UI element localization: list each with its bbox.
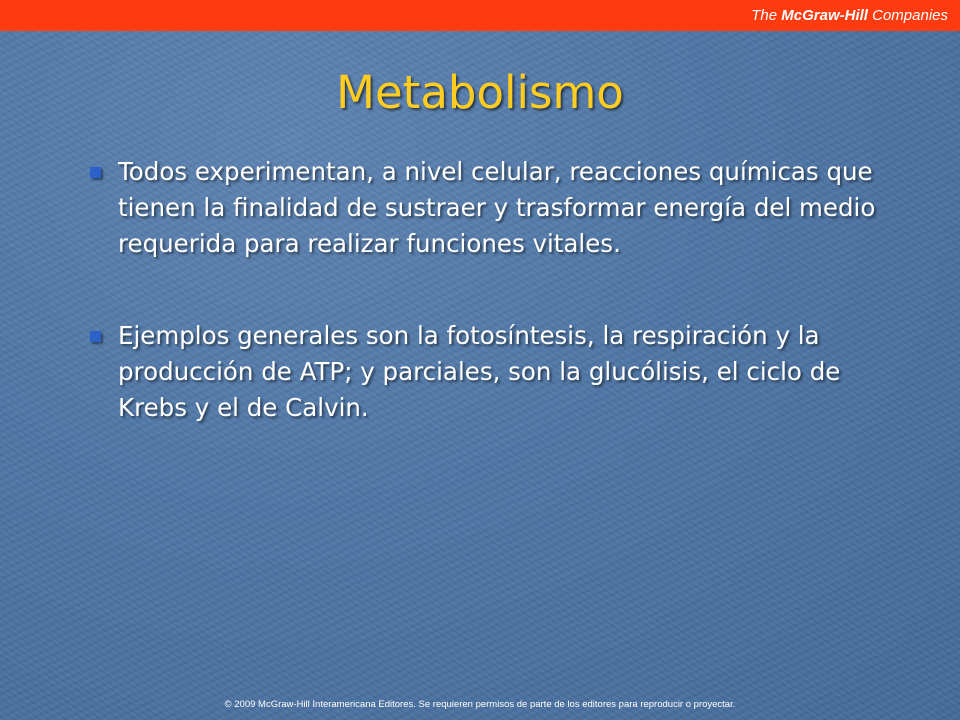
brand-suffix: Companies bbox=[867, 7, 948, 24]
square-bullet-icon bbox=[90, 167, 101, 178]
brand-prefix: The bbox=[751, 7, 782, 24]
bullet-list bbox=[90, 154, 880, 426]
square-bullet-icon bbox=[90, 331, 101, 342]
copyright-footer: © 2009 McGraw-Hill Interamericana Editores. Se requieren permisos de parte de los editores para reproducir o proyectar. bbox=[224, 699, 736, 710]
brand-bar bbox=[0, 0, 960, 31]
brand-logo bbox=[751, 7, 948, 24]
slide-title: Metabolismo bbox=[336, 66, 624, 119]
bullet-item bbox=[90, 154, 880, 262]
bullet-text: Todos experimentan, a nivel celular, reacciones químicas que tienen la finalidad de sustraer y trasformar energía del medio requerida para realizar funciones vitales. bbox=[118, 157, 876, 258]
brand-name: McGraw-Hill bbox=[781, 7, 868, 24]
bullet-text: Ejemplos generales son la fotosíntesis, la respiración y la producción de ATP; y parciales, son la glucólisis, el ciclo de Krebs y el de Calvin. bbox=[118, 321, 841, 422]
bullet-item bbox=[90, 318, 880, 426]
